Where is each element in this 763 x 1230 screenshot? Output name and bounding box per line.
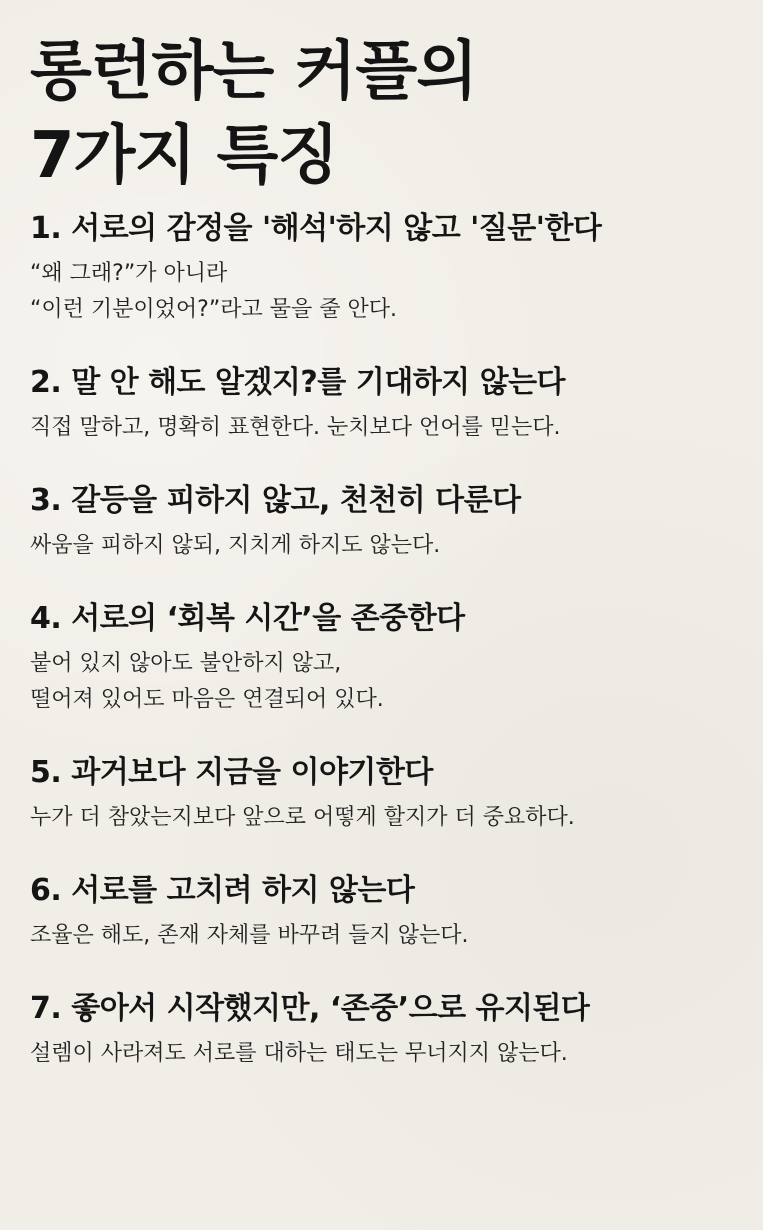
item-heading: 3. 갈등을 피하지 않고, 천천히 다룬다 <box>30 483 521 518</box>
item-description <box>30 646 733 718</box>
description-line: 설렘이 사라져도 서로를 대하는 태도는 무너지지 않는다. <box>30 1041 568 1066</box>
item-description <box>30 800 733 836</box>
item-heading: 7. 좋아서 시작했지만, ‘존중’으로 유지된다 <box>30 991 590 1026</box>
list-item-3 <box>30 480 733 564</box>
list-item-6 <box>30 870 733 954</box>
list-item-2 <box>30 362 733 446</box>
item-heading: 6. 서로를 고치려 하지 않는다 <box>30 873 415 908</box>
description-line: 직접 말하고, 명확히 표현한다. 눈치보다 언어를 믿는다. <box>30 415 561 440</box>
description-line: “이런 기분이었어?”라고 물을 줄 안다. <box>30 297 397 322</box>
list-item-7 <box>30 988 733 1072</box>
title-line-1: 롱런하는 커플의 <box>30 35 478 109</box>
description-line: 누가 더 참았는지보다 앞으로 어떻게 할지가 더 중요하다. <box>30 805 575 830</box>
feature-list <box>30 208 733 1072</box>
description-line: “왜 그래?”가 아니라 <box>30 261 228 286</box>
item-heading: 2. 말 안 해도 알겠지?를 기대하지 않는다 <box>30 365 566 400</box>
item-description <box>30 256 733 328</box>
item-heading: 5. 과거보다 지금을 이야기한다 <box>30 755 433 790</box>
description-line: 조율은 해도, 존재 자체를 바꾸려 들지 않는다. <box>30 923 469 948</box>
description-line: 떨어져 있어도 마음은 연결되어 있다. <box>30 687 384 712</box>
item-description <box>30 1036 733 1072</box>
item-description <box>30 528 733 564</box>
list-item-5 <box>30 752 733 836</box>
item-description <box>30 918 733 954</box>
item-heading: 4. 서로의 ‘회복 시간’을 존중한다 <box>30 601 465 636</box>
list-item-4 <box>30 598 733 718</box>
page-title <box>30 30 733 198</box>
item-description <box>30 410 733 446</box>
title-line-2: 7가지 특징 <box>30 119 339 193</box>
item-heading: 1. 서로의 감정을 '해석'하지 않고 '질문'한다 <box>30 211 602 246</box>
description-line: 싸움을 피하지 않되, 지치게 하지도 않는다. <box>30 533 441 558</box>
description-line: 붙어 있지 않아도 불안하지 않고, <box>30 651 342 676</box>
list-item-1 <box>30 208 733 328</box>
